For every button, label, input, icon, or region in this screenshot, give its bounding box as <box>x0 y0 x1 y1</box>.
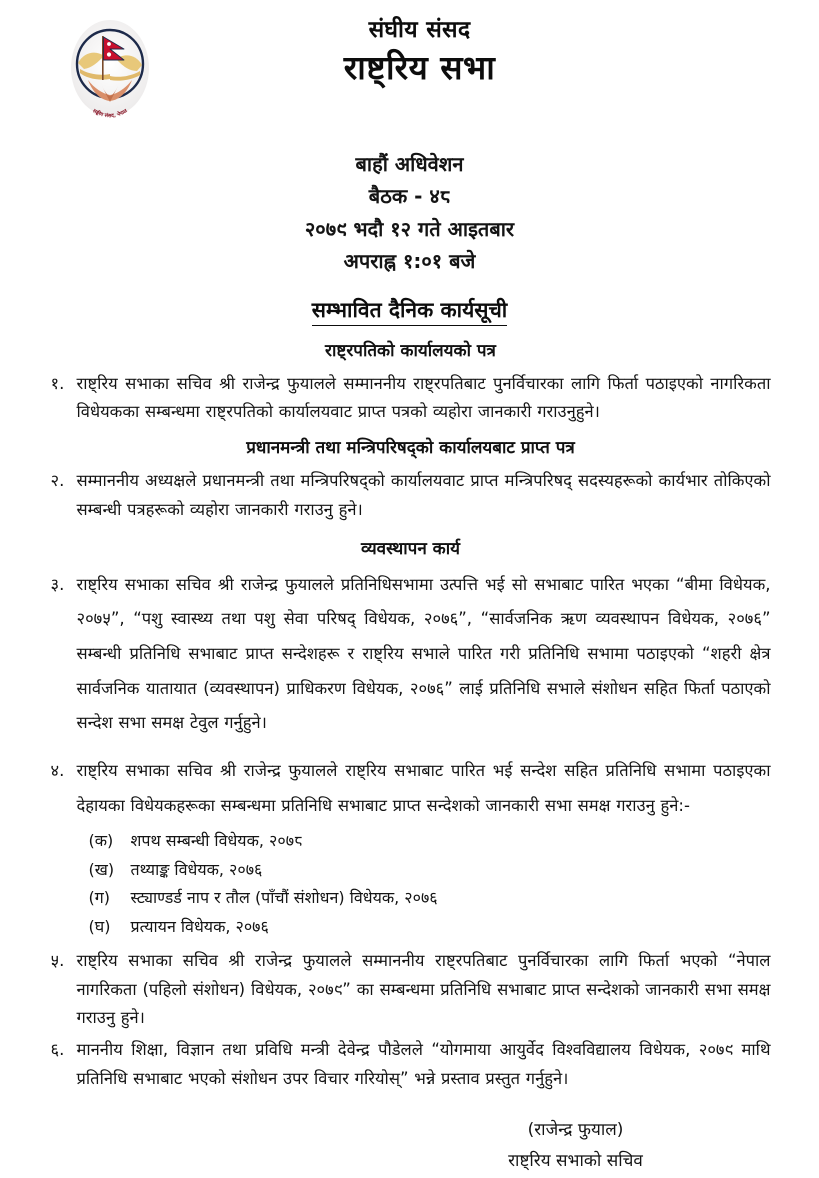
organization-name: संघीय संसद <box>368 17 471 43</box>
agenda-item <box>51 947 771 1032</box>
agenda-item-text: माननीय शिक्षा, विज्ञान तथा प्रविधि मन्त्री देवेन्द्र पौडेलले “योगमाया आयुर्वेद विश्वविद्यालय विधेयक, २०७९ माथि प्रतिनिधि सभाबाट भएको संशोधन उपर विचार गरियोस्” भन्ने प्रस्ताव प्रस्तुत गर्नुहुने। <box>76 1040 771 1088</box>
sitting-time: अपराह्न १:०१ बजे <box>343 249 476 274</box>
signature-block <box>51 1115 771 1178</box>
agenda-sub-item <box>89 856 771 884</box>
section-heading-legislative-business: व्यवस्थापन कार्य <box>361 539 460 559</box>
document-title-wrap <box>0 296 819 326</box>
agenda-item-text: राष्ट्रिय सभाका सचिव श्री राजेन्द्र फुयालले राष्ट्रिय सभाबाट पारित भई सन्देश सहित प्रतिनिधि सभामा पठाइएका देहायका विधेयकहरूका सम्बन्धमा प्रतिनिधि सभाबाट प्राप्त सन्देशको जानकारी सभा समक्ष गराउनु हुने:- <box>76 761 771 815</box>
section-heading-president-office: राष्ट्रपतिको कार्यालयको पत्र <box>325 340 496 361</box>
agenda-item-text: सम्माननीय अध्यक्षले प्रधानमन्त्री तथा मन्त्रिपरिषद्को कार्यालयवाट प्राप्त मन्त्रिपरिषद् सदस्यहरूको कार्यभार तोकिएको सम्बन्धी पत्रहरूको व्यहोरा जानकारी गराउनु हुने। <box>76 471 771 519</box>
agenda-item-number: ६. <box>50 1040 65 1060</box>
session-meta <box>0 148 819 278</box>
session-number: बाहौं अधिवेशन <box>355 152 464 176</box>
document-title: सम्भावित दैनिक कार्यसूची <box>312 296 508 326</box>
agenda-item-number: ४. <box>50 761 65 780</box>
agenda-item <box>51 467 771 524</box>
item-spacer <box>51 745 771 754</box>
agenda-sub-item-label: (क) <box>88 831 114 851</box>
agenda-item-text: राष्ट्रिय सभाका सचिव श्री राजेन्द्र फुयालले सम्माननीय राष्ट्रपतिबाट पुनर्विचारका लागि फिर्ता पठाइएको नागरिकता विधेयकका सम्बन्धमा राष्ट्रपतिको कार्यालयवाट प्राप्त पत्रको व्यहोरा जानकारी गराउनुहुने। <box>76 373 771 422</box>
sitting-number: बैठक - ४८ <box>368 184 451 209</box>
agenda-item <box>51 754 771 823</box>
agenda-sub-item <box>89 827 771 855</box>
section-heading-pm-cabinet-office: प्रधानमन्त्री तथा मन्त्रिपरिषद्को कार्यालयबाट प्राप्त पत्र <box>246 438 575 459</box>
agenda-item <box>51 1036 771 1093</box>
svg-text:सङ्घीय संसद, नेपाल: सङ्घीय संसद, नेपाल <box>91 108 129 120</box>
document-masthead <box>0 0 819 128</box>
agenda-sub-item-text: स्ट्याण्डर्ड नाप र तौल (पाँचौं संशोधन) विधेयक, २०७६ <box>130 888 438 908</box>
agenda-sub-item-text: तथ्याङ्क विधेयक, २०७६ <box>130 859 263 879</box>
agenda-item <box>51 568 771 741</box>
agenda-item-number: ५. <box>50 951 65 971</box>
house-name: राष्ट्रिय सभा <box>343 47 496 87</box>
agenda-sub-item-label: (ग) <box>88 888 110 908</box>
signatory-designation: राष्ट्रिय सभाको सचिव <box>508 1151 643 1172</box>
agenda-sub-item-label: (घ) <box>88 916 111 936</box>
signatory-name: (राजेन्द्र फुयाल) <box>527 1120 624 1141</box>
agenda-sub-item <box>89 913 771 941</box>
sitting-date: २०७९ भदौ १२ गते आइतबार <box>304 216 515 241</box>
agenda-item-number: २. <box>50 471 65 491</box>
agenda-sub-list <box>51 827 771 941</box>
agenda-item-text: राष्ट्रिय सभाका सचिव श्री राजेन्द्र फुयालले प्रतिनिधिसभामा उत्पत्ति भई सो सभाबाट पारित भएका “बीमा विधेयक, २०७५”, “पशु स्वास्थ्य तथा पशु सेवा परिषद् विधेयक, २०७६”, “सार्वजनिक ऋण व्यवस्थापन विधेयक, २०७६” सम्बन्धी प्रतिनिधि सभाबाट प्राप्त सन्देशहरू र राष्ट्रिय सभाले पारित गरी प्रतिनिधि सभामा पठाइएको “शहरी क्षेत्र सार्वजनिक यातायात (व्यवस्थापन) प्राधिकरण विधेयक, २०७६” लाई प्रतिनिधि सभाले संशोधन सहित फिर्ता पठाएको सन्देश सभा समक्ष टेवुल गर्नुहुने। <box>76 574 771 733</box>
agenda-item <box>51 370 771 427</box>
agenda-item-number: ३. <box>50 574 65 594</box>
agenda-item-number: १. <box>50 373 65 393</box>
agenda-sub-item-label: (ख) <box>88 859 115 879</box>
agenda-sub-item-text: प्रत्यायन विधेयक, २०७६ <box>130 916 269 936</box>
agenda-body <box>49 340 771 1178</box>
federal-parliament-emblem-icon <box>58 16 162 120</box>
agenda-item-text: राष्ट्रिय सभाका सचिव श्री राजेन्द्र फुयालले सम्माननीय राष्ट्रपतिबाट पुनर्विचारका लागि फिर्ता भएको “नेपाल नागरिकता (पहिलो संशोधन) विधेयक, २०७९” का सम्बन्धमा प्रतिनिधि सभाबाट प्राप्त सन्देशको जानकारी सभा समक्ष गराउनु हुने। <box>76 951 771 1027</box>
agenda-sub-item <box>89 884 771 912</box>
agenda-sub-item-text: शपथ सम्बन्धी विधेयक, २०७८ <box>130 831 303 851</box>
